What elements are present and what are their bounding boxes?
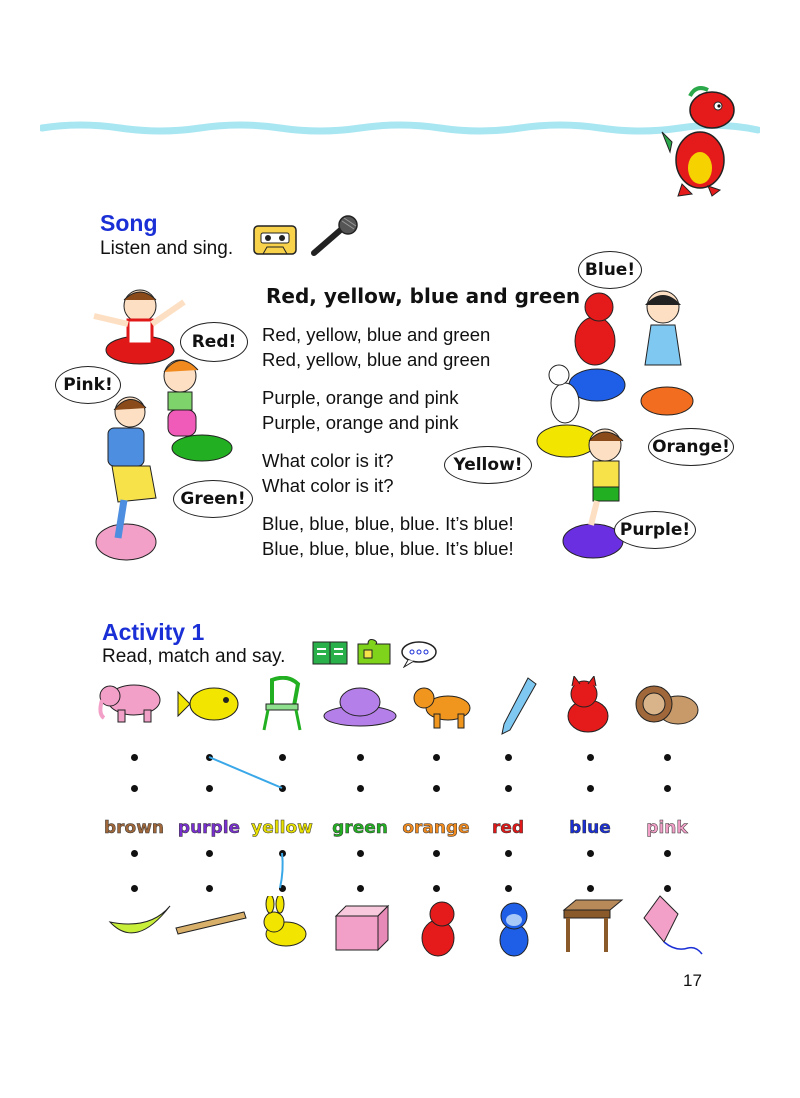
- lyric-line: Blue, blue, blue, blue. It’s blue!: [262, 538, 514, 559]
- lyric-line: What color is it?: [262, 475, 394, 496]
- box-picture: [332, 902, 392, 952]
- dragon-picture: [410, 900, 466, 960]
- bubble-red: Red!: [180, 322, 248, 362]
- bubble-pink: Pink!: [55, 366, 121, 404]
- lyric-line: Red, yellow, blue and green: [262, 349, 491, 370]
- color-word-orange: orange: [402, 818, 470, 838]
- activity-instruction: Read, match and say.: [102, 646, 286, 667]
- song-heading: Song: [100, 210, 158, 236]
- bubble-yellow: Yellow!: [444, 446, 532, 484]
- song-instruction: Listen and sing.: [100, 238, 234, 259]
- color-word-blue: blue: [569, 818, 611, 838]
- kite-picture: [636, 894, 706, 960]
- ruler-picture: [174, 908, 248, 938]
- banana-picture: [106, 900, 174, 944]
- lyric-line: Blue, blue, blue, blue. It’s blue!: [262, 513, 514, 534]
- bubble-blue: Blue!: [578, 251, 642, 289]
- lyric-line: Purple, orange and pink: [262, 387, 459, 408]
- color-word-brown: brown: [103, 818, 165, 838]
- activity-heading: Activity 1: [102, 619, 205, 645]
- color-word-yellow: yellow: [251, 818, 313, 838]
- bubble-orange: Orange!: [648, 428, 734, 466]
- desk-picture: [560, 898, 626, 954]
- color-word-purple: purple: [177, 818, 241, 838]
- bubble-purple: Purple!: [614, 511, 696, 549]
- page-number: 17: [683, 971, 702, 990]
- monkey-picture: [490, 900, 540, 958]
- lyric-line: Red, yellow, blue and green: [262, 324, 491, 345]
- color-word-green: green: [332, 818, 388, 838]
- color-word-red: red: [491, 818, 525, 838]
- lyric-line: Purple, orange and pink: [262, 412, 459, 433]
- color-word-pink: pink: [646, 818, 688, 838]
- bubble-green: Green!: [173, 480, 253, 518]
- lyric-line: What color is it?: [262, 450, 394, 471]
- song-title: Red, yellow, blue and green: [266, 284, 581, 308]
- rabbit-picture: [256, 896, 310, 950]
